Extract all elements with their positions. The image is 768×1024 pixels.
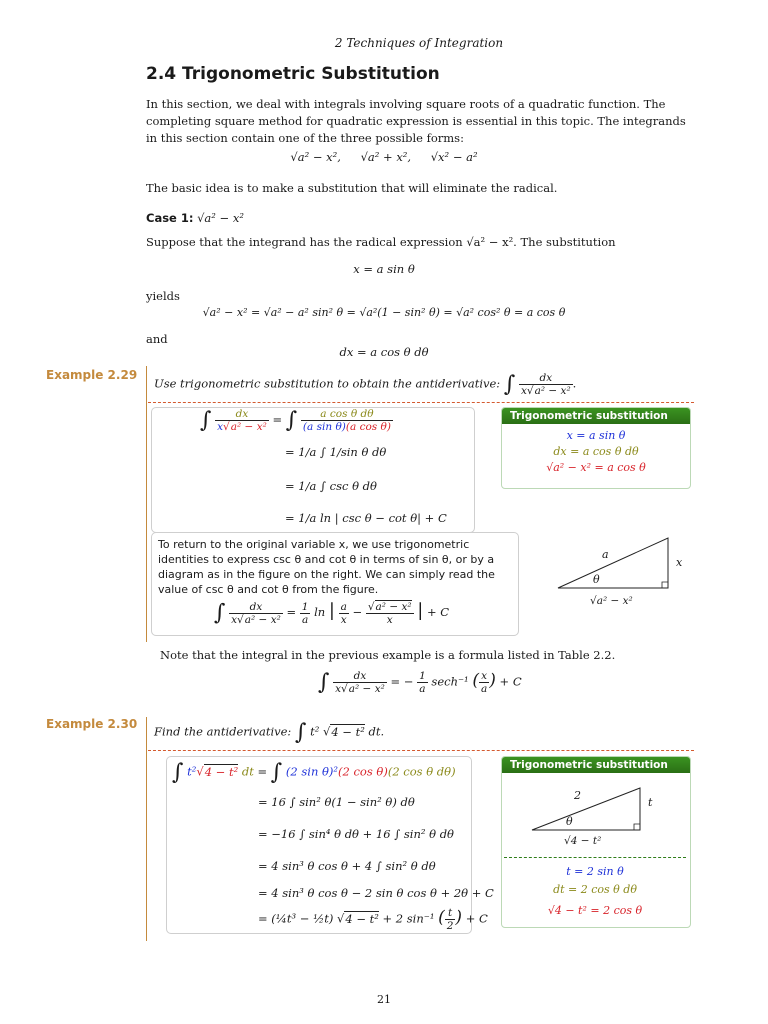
intro-paragraph: In this section, we deal with integrals involving square roots of a quadratic function. The completing square method for quadratic expression is essential in this topic. The integrands in this section contain one of the three possible forms:	[146, 97, 686, 145]
example-230-step-2: = −16 ∫ sin⁴ θ dθ + 16 ∫ sin² θ dθ	[258, 827, 454, 841]
example-229-result: ∫ $\frac{dx}{\text{x√a² − x²}}$ = $\frac{1}{a}$ ln | $\frac{a}{x}$ − $\frac{\text{√a² − x²}}{x}$ | + C	[214, 600, 450, 626]
forms-row	[0, 150, 768, 164]
example-229-sub-dx: dx = a cos θ dθ	[553, 445, 639, 458]
yields-equation: √a² − x² = √a² − a² sin² θ = √a²(1 − sin² θ) = √a² cos² θ = a cos θ	[202, 306, 566, 319]
section-title-text: Trigonometric Substitution	[182, 64, 440, 84]
example-229-trig-box-title: Trigonometric substitution	[502, 408, 690, 424]
example-229-label: Example 2.29	[46, 368, 138, 382]
example-229-step-1: = 1/a ∫ 1/sin θ dθ	[285, 445, 387, 459]
example-230-sub-dt: dt = 2 cos θ dθ	[553, 883, 637, 896]
example-230-sub-t: t = 2 sin θ	[566, 865, 624, 878]
page-number: 21	[377, 993, 391, 1006]
section-title	[146, 64, 440, 84]
example-230-prompt: Find the antiderivative:	[154, 724, 292, 739]
example-230-tri-adj: √4 − t²	[564, 835, 602, 847]
substitution-eq: x = a sin θ	[353, 262, 415, 276]
yields-label: yields	[146, 289, 180, 303]
basic-idea: The basic idea is to make a substitution that will eliminate the radical.	[146, 181, 558, 195]
case-1-heading	[146, 211, 244, 225]
example-230-divider	[148, 750, 694, 751]
example-229-step-3: = 1/a ln | csc θ − cot θ| + C	[285, 511, 447, 525]
running-head: 2 Techniques of Integration	[334, 36, 504, 50]
example-229-note: To return to the original variable x, we use trigonometric identities to express csc θ and cot θ in terms of sin θ, or by a diagram as in the figure on the right. We can simply read the value of csc θ and cot θ from the figure.	[158, 538, 495, 596]
form-1: √a² − x²,	[290, 150, 341, 164]
example-230-triangle	[520, 780, 680, 840]
case-1-expr: √a² − x²	[197, 211, 244, 225]
example-230-trig-box-title: Trigonometric substitution	[502, 757, 690, 773]
example-229-divider	[148, 402, 694, 403]
example-230-tri-opp: t	[648, 796, 653, 809]
example-230-prompt-row: Find the antiderivative: ∫ t² √4 − t² dt.	[154, 720, 385, 745]
example-230-step-5: = (¼t³ − ½t) √4 − t² + 2 sin⁻¹ ( $\frac{t}{2}$ ) + C	[258, 907, 488, 932]
suppose-text: Suppose that the integrand has the radical expression √a² − x². The substitution	[146, 235, 616, 249]
case-1-label: Case 1:	[146, 211, 194, 225]
example-229-prompt-row: Use trigonometric substitution to obtain the antiderivative: ∫ $\frac{dx}{\text{x√a² − x²}}$ .	[154, 372, 577, 397]
example-230-box-divider	[504, 857, 686, 858]
example-229-sub-x: x = a sin θ	[566, 429, 626, 442]
example-230-step-4: = 4 sin³ θ cos θ − 2 sin θ cos θ + 2θ + C	[258, 886, 494, 900]
example-230-step-3: = 4 sin³ θ cos θ + 4 ∫ sin² θ dθ	[258, 859, 436, 873]
and-label: and	[146, 332, 168, 346]
table-formula: ∫ $\frac{dx}{\text{x√a² − x²}}$ = − $\frac{1}{a}$ sech⁻¹ ( $\frac{x}{a}$ ) + C	[318, 670, 522, 695]
example-230-label: Example 2.30	[46, 717, 138, 731]
example-230-first-line: ∫ t²√4 − t² dt = ∫ (2 sin θ)²(2 cos θ)(2 cos θ dθ)	[172, 760, 456, 785]
section-number: 2.4	[146, 64, 177, 84]
example-229-tri-opp: x	[676, 556, 683, 569]
form-2: √a² + x²,	[360, 150, 412, 164]
example-229-prompt: Use trigonometric substitution to obtain the antiderivative:	[154, 376, 501, 391]
example-229-tri-hyp: a	[602, 548, 609, 561]
form-3: √x² − a²	[430, 150, 478, 164]
example-229-first-line: ∫ $\frac{dx}{\text{x√a² − x²}}$ = ∫ $\frac{\text{a cos θ dθ}}{\text{(a sin θ)(a cos θ)}}$	[200, 408, 391, 433]
example-230-tri-hyp: 2	[574, 789, 581, 802]
example-229-tri-adj: √a² − x²	[590, 595, 633, 607]
example-229-step-2: = 1/a ∫ csc θ dθ	[285, 479, 377, 493]
example-229-trig-box	[501, 407, 691, 489]
example-230-tri-angle: θ	[566, 815, 573, 828]
example-230-step-1: = 16 ∫ sin² θ(1 − sin² θ) dθ	[258, 795, 415, 809]
example-229-sub-radical: √a² − x² = a cos θ	[546, 461, 646, 474]
dx-equation: dx = a cos θ dθ	[339, 345, 429, 359]
table-note	[160, 648, 615, 662]
table-note-text: Note that the integral in the previous example is a formula listed in Table 2.2.	[160, 648, 616, 662]
example-230-sub-radical: √4 − t² = 2 cos θ	[547, 904, 643, 917]
example-229-tri-angle: θ	[593, 573, 600, 586]
